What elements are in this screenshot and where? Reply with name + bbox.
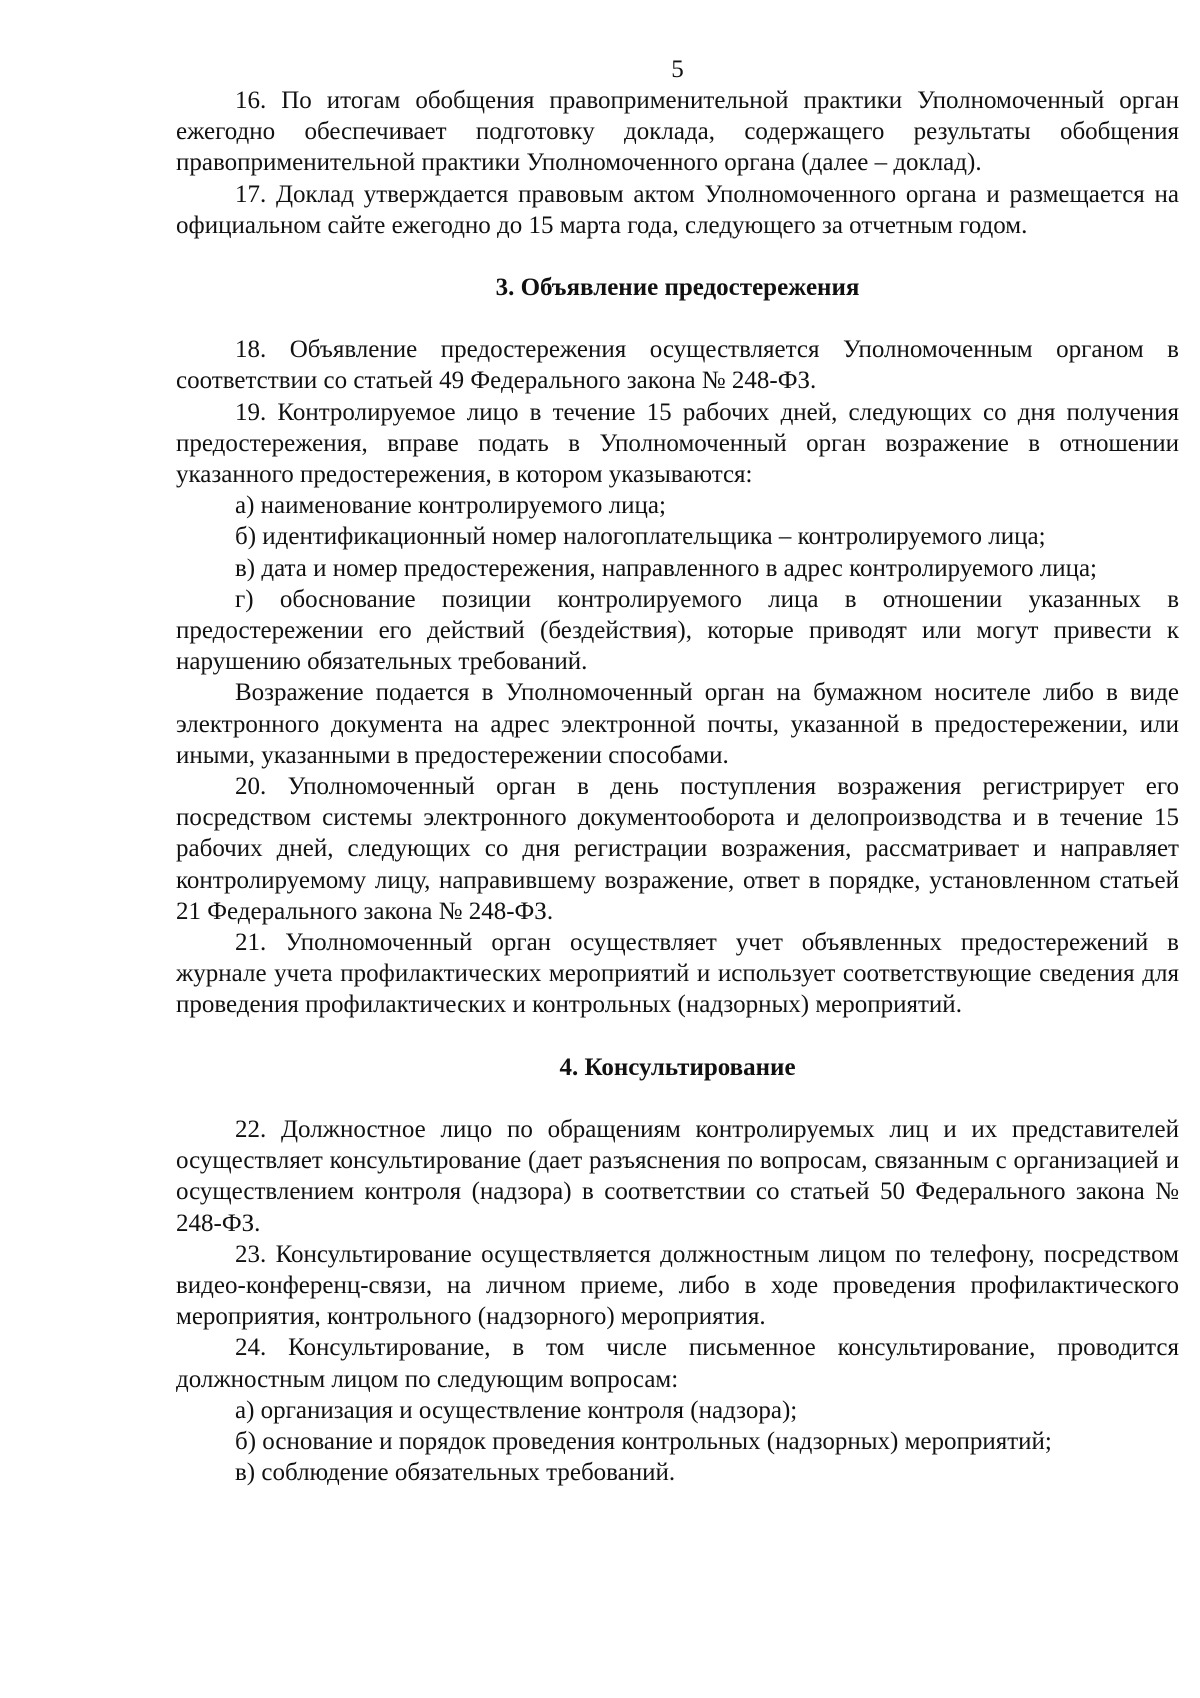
paragraph-19: 19. Контролируемое лицо в течение 15 рабочих дней, следующих со дня получения предостережения, вправе подать в Уполномоченный орган возражение в отношении указанного предостережения, в котором указываются: xyxy=(176,398,1179,489)
paragraph-22: 22. Должностное лицо по обращениям контролируемых лиц и их представителей осуществляет консультирование (дает разъяснения по вопросам, связанным с организацией и осуществлением контроля (надзора) в соответствии со статьей 50 Федерального закона № 248-ФЗ. xyxy=(176,1115,1179,1237)
section-4-heading: 4. Консультирование xyxy=(559,1053,796,1081)
paragraph-23: 23. Консультирование осуществляется должностным лицом по телефону, посредством видео-конференц-связи, на личном приеме, либо в ходе проведения профилактического мероприятия, контрольного (надзорного) мероприятия. xyxy=(176,1240,1179,1331)
paragraph-24: 24. Консультирование, в том числе письменное консультирование, проводится должностным лицом по следующим вопросам: xyxy=(176,1334,1179,1393)
paragraph-19-item-b: б) идентификационный номер налогоплательщика – контролируемого лица; xyxy=(235,523,1046,551)
paragraph-18: 18. Объявление предостережения осуществляется Уполномоченным органом в соответствии со статьей 49 Федерального закона № 248-ФЗ. xyxy=(176,336,1179,395)
paragraph-24-item-b: б) основание и порядок проведения контрольных (надзорных) мероприятий; xyxy=(235,1427,1052,1455)
paragraph-24-item-c: в) соблюдение обязательных требований. xyxy=(235,1459,676,1487)
paragraph-17: 17. Доклад утверждается правовым актом Уполномоченного органа и размещается на официальном сайте ежегодно до 15 марта года, следующего за отчетным годом. xyxy=(176,180,1179,239)
paragraph-16: 16. По итогам обобщения правоприменительной практики Уполномоченный орган ежегодно обеспечивает подготовку доклада, содержащего результаты обобщения правоприменительной практики Уполномоченного органа (далее – доклад). xyxy=(176,87,1179,177)
paragraph-19-item-a: а) наименование контролируемого лица; xyxy=(235,492,666,520)
paragraph-24-item-a: а) организация и осуществление контроля (надзора); xyxy=(235,1396,798,1424)
document-page xyxy=(176,54,1179,1488)
paragraph-19-item-d: г) обоснование позиции контролируемого лица в отношении указанных в предостережении его действий (бездействия), которые приводят или могут привести к нарушению обязательных требований. xyxy=(176,585,1179,676)
page-number: 5 xyxy=(671,56,684,83)
section-3-heading: 3. Объявление предостережения xyxy=(495,274,860,302)
paragraph-objection: Возражение подается в Уполномоченный орган на бумажном носителе либо в виде электронного документа на адрес электронной почты, указанной в предостережении, или иными, указанными в предостережении способами. xyxy=(176,679,1179,769)
paragraph-19-item-c: в) дата и номер предостережения, направленного в адрес контролируемого лица; xyxy=(235,554,1097,582)
paragraph-20: 20. Уполномоченный орган в день поступления возражения регистрирует его посредством системы электронного документооборота и делопроизводства и в течение 15 рабочих дней, следующих со дня регистрации возражения, рассматривает и направляет контролируемому лицу, направившему возражение, ответ в порядке, установленном статьей 21 Федерального закона № 248-ФЗ. xyxy=(176,773,1179,925)
paragraph-21: 21. Уполномоченный орган осуществляет учет объявленных предостережений в журнале учета профилактических мероприятий и использует соответствующие сведения для проведения профилактических и контрольных (надзорных) мероприятий. xyxy=(176,929,1179,1019)
